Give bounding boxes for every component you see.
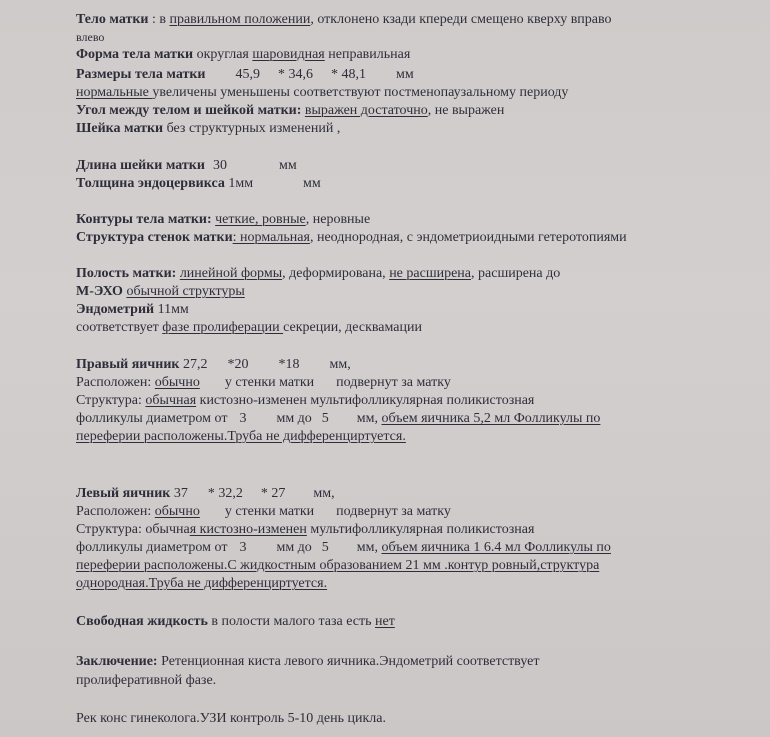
m-echo-line (76, 284, 245, 300)
cavity-width-selected: не расширена (389, 266, 472, 281)
conclusion-line-2: пролиферативной фазе. (76, 673, 217, 688)
uterus-angle-line: Угол между телом и шейкой матки: выражен достаточно, не выражен (76, 103, 505, 118)
endocervix-value: 1мм (224, 176, 254, 191)
uterus-size-unit: мм (395, 67, 414, 82)
right-ovary-structure-selected: обычная (145, 393, 197, 408)
cervix-length-label: Длина шейки матки (76, 158, 205, 173)
endocervix-label: Толщина эндоцервикса (76, 176, 225, 191)
uterus-size-line (76, 67, 414, 83)
cervix-label: Шейка матки (76, 121, 164, 136)
recommendation-line: Рек конс гинеколога.УЗИ контроль 5-10 день цикла. (76, 711, 386, 726)
free-fluid-label: Свободная жидкость (76, 614, 208, 629)
cervix-length-value: 30 (212, 158, 227, 173)
endometrium-value: 11мм (154, 302, 189, 317)
uterus-body-label: Тело матки (76, 12, 149, 27)
uterus-shape-label: Форма тела матки (76, 47, 194, 62)
left-ovary-location-line: Расположен: обычно у стенки матки подвернут за матку (76, 504, 451, 519)
conclusion-line: Заключение: Ретенционная киста левого яичника.Эндометрий соответствует (76, 654, 540, 669)
uterus-shape-selected: шаровидная (252, 47, 325, 62)
uterus-angle-label: Угол между телом и шейкой матки: (76, 103, 302, 118)
cervix-line: Шейка матки без структурных изменений , (76, 121, 341, 136)
uterus-angle-selected: выражен достаточно (304, 103, 428, 118)
contours-label: Контуры тела матки: (76, 212, 212, 227)
right-ovary-location-selected: обычно (154, 375, 200, 390)
left-ovary-cyst-line: переферии расположены.С жидкостным образованием 21 мм .контур ровный,структура (76, 558, 600, 573)
uterus-position-line: Тело матки : в правильном положении, отклонено кзади кпереди смещено кверху вправо (76, 12, 612, 27)
right-ovary-structure-line: Структура: обычная кистозно-изменен мультифолликулярная поликистозная (76, 393, 535, 408)
cavity-shape-selected: линейной формы (179, 266, 283, 281)
uterus-size-note: нормальные увеличены уменьшены соответствуют постменопаузальному периоду (76, 85, 569, 100)
right-ovary-location-line: Расположен: обычно у стенки матки подвернут за матку (76, 375, 451, 390)
left-ovary-summary: однородная.Труба не дифференциртуется. (76, 576, 328, 591)
conclusion-label: Заключение: (76, 654, 158, 669)
contours-line: Контуры тела матки: четкие, ровные, неровные (76, 212, 371, 227)
left-ovary-follicles-line: фолликулы диаметром от 3 мм до 5 мм, объем яичника 1 6.4 мл Фолликулы по (76, 540, 611, 555)
right-ovary-volume: объем яичника 5,2 мл Фолликулы по (381, 411, 601, 426)
m-echo-value: обычной структуры (126, 284, 245, 299)
free-fluid-selected: нет (374, 614, 395, 629)
endometrium-phase-selected: фазе пролиферации (162, 320, 284, 335)
uterus-position-wrap: влево (76, 30, 105, 44)
uterus-size-v2: * 34,6 (277, 67, 313, 82)
cavity-label: Полость матки: (76, 266, 177, 281)
right-ovary-summary: переферии расположены.Труба не дифференциртуется. (76, 429, 406, 444)
m-echo-label: М-ЭХО (76, 284, 123, 299)
uterus-shape-line: Форма тела матки округлая шаровидная неправильная (76, 47, 411, 62)
uterus-size-v3: * 48,1 (330, 67, 366, 82)
left-ovary-label: Левый яичник (76, 486, 171, 501)
size-normal-selected: нормальные (76, 85, 153, 100)
uterus-size-label: Размеры тела матки (76, 67, 206, 82)
endocervix-line: Толщина эндоцервикса 1мм мм (76, 176, 321, 191)
endometrium-line (76, 302, 189, 318)
wall-structure-line: Структура стенок матки: нормальная, неоднородная, с эндометриоидными гетеротопиями (76, 230, 627, 245)
contours-selected: четкие, ровные (215, 212, 306, 227)
wall-structure-selected: нормальная (236, 230, 310, 245)
cervix-length-line: Длина шейки матки 30 мм (76, 158, 297, 173)
left-ovary-volume: объем яичника 1 6.4 мл Фолликулы по (381, 540, 611, 555)
right-ovary-size-line: Правый яичник 27,2 *20 *18 мм, (76, 357, 351, 372)
left-ovary-structure-selected: я кистозно-изменен (189, 522, 307, 537)
right-ovary-follicles-line: фолликулы диаметром от 3 мм до 5 мм, объем яичника 5,2 мл Фолликулы по (76, 411, 601, 426)
wall-structure-label: Структура стенок матки (76, 230, 233, 245)
endometrium-phase-line: соответствует фазе пролиферации секреции, десквамации (76, 320, 422, 335)
left-ovary-size-line: Левый яичник 37 * 32,2 * 27 мм, (76, 486, 335, 501)
uterus-position-selected: правильном положении (169, 12, 311, 27)
right-ovary-label: Правый яичник (76, 357, 180, 372)
left-ovary-location-selected: обычно (154, 504, 200, 519)
endometrium-label: Эндометрий (76, 302, 155, 317)
uterus-size-v1: 45,9 (235, 67, 260, 82)
cavity-line: Полость матки: линейной формы, деформирована, не расширена, расширена до (76, 266, 561, 281)
left-ovary-structure-line: Структура: обычная кистозно-изменен мультифолликулярная поликистозная (76, 522, 535, 537)
free-fluid-line: Свободная жидкость в полости малого таза есть нет (76, 614, 395, 629)
